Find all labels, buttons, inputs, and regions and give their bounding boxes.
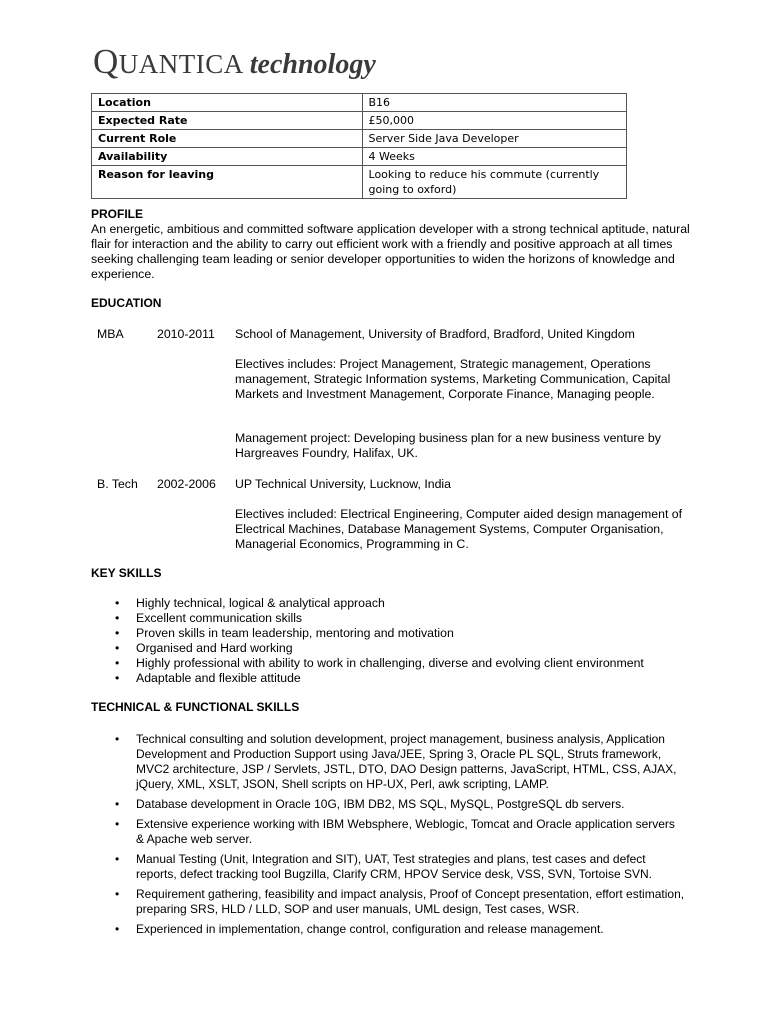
- degree-institution: UP Technical University, Lucknow, India: [235, 477, 451, 491]
- info-key: Expected Rate: [92, 112, 363, 130]
- info-key: Current Role: [92, 130, 363, 148]
- technical-skills-heading: TECHNICAL & FUNCTIONAL SKILLS: [91, 700, 300, 714]
- list-item: • Highly technical, logical & analytical approach: [115, 596, 385, 610]
- info-key: Reason for leaving: [92, 166, 363, 199]
- list-item: • Requirement gathering, feasibility and impact analysis, Proof of Concept presentation, effort estimation, preparing SRS, HLD / LLD, SOP and user manuals, UML design, Test cases, WSR.: [115, 887, 685, 916]
- degree-label: B. Tech: [97, 477, 138, 491]
- degree-years: 2010-2011: [157, 327, 215, 341]
- key-skills-heading: KEY SKILLS: [91, 566, 162, 580]
- technical-skills-list: [115, 732, 685, 942]
- info-key: Availability: [92, 148, 363, 166]
- list-item: • Adaptable and flexible attitude: [115, 671, 301, 685]
- education-heading: EDUCATION: [91, 296, 162, 310]
- degree-years: 2002-2006: [157, 477, 216, 491]
- list-item: • Extensive experience working with IBM Websphere, Weblogic, Tomcat and Oracle application servers & Apache web server.: [115, 817, 675, 846]
- logo-tech: technology: [249, 49, 376, 80]
- bullet-icon: •: [115, 922, 120, 936]
- list-item: • Excellent communication skills: [115, 611, 303, 625]
- list-item: • Manual Testing (Unit, Integration and SIT), UAT, Test strategies and plans, test cases and defect reports, defect tracking tool Bugzilla, Clarify CRM, HPOV Service desk, VSS, SVN, Tortoise SVN.: [115, 852, 652, 881]
- list-item: • Experienced in implementation, change control, configuration and release management.: [115, 922, 604, 936]
- info-value: Looking to reduce his commute (currently going to oxford): [362, 166, 626, 199]
- bullet-icon: •: [115, 611, 120, 625]
- bullet-icon: •: [115, 887, 120, 901]
- info-key: Location: [92, 94, 363, 112]
- table-row: [92, 130, 627, 148]
- list-item: • Proven skills in team leadership, mentoring and motivation: [115, 626, 454, 640]
- list-item: • Organised and Hard working: [115, 641, 293, 655]
- logo-brand: QUANTICA: [93, 42, 244, 81]
- info-value: Server Side Java Developer: [362, 130, 626, 148]
- table-row: [92, 148, 627, 166]
- bullet-icon: •: [115, 817, 120, 831]
- bullet-icon: •: [115, 671, 120, 685]
- table-row: [92, 112, 627, 130]
- degree-electives: Electives includes: Project Management, Strategic management, Operations management, Strategic Information systems, Marketing Communication, Capital Markets and Investment Management, Corporate Finance, Managing people.: [235, 357, 671, 401]
- info-value: 4 Weeks: [362, 148, 626, 166]
- profile-heading: PROFILE: [91, 207, 144, 221]
- degree-project: Management project: Developing business plan for a new business venture by Hargreaves Foundry, Halifax, UK.: [235, 431, 661, 460]
- bullet-icon: •: [115, 626, 120, 640]
- bullet-icon: •: [115, 732, 120, 746]
- list-item: • Database development in Oracle 10G, IBM DB2, MS SQL, MySQL, PostgreSQL db servers.: [115, 797, 625, 811]
- bullet-icon: •: [115, 596, 120, 610]
- table-row: [92, 94, 627, 112]
- candidate-info-table: [91, 93, 627, 199]
- bullet-icon: •: [115, 797, 120, 811]
- degree-electives: Electives included: Electrical Engineering, Computer aided design management of Electrical Machines, Database Management Systems, Computer Organisation, Managerial Economics, Programming in C.: [235, 507, 683, 551]
- degree-label: MBA: [97, 327, 124, 341]
- profile-text: An energetic, ambitious and committed software application developer with a strong technical aptitude, natural flair for interaction and the ability to carry out efficient work with a friendly and positive approach at all times seeking challenging team leading or senior developer opportunities to widen the horizons of knowledge and experience.: [91, 222, 690, 281]
- bullet-icon: •: [115, 641, 120, 655]
- list-item: • Highly professional with ability to work in challenging, diverse and evolving client environment: [115, 656, 644, 670]
- info-value: £50,000: [362, 112, 626, 130]
- degree-institution: School of Management, University of Bradford, Bradford, United Kingdom: [235, 327, 635, 341]
- table-row: [92, 166, 627, 199]
- bullet-icon: •: [115, 656, 120, 670]
- list-item: • Technical consulting and solution development, project management, business analysis, Application Development and Production Support using Java/JEE, Spring 3, Oracle PL SQL, Struts framework, MVC2 architecture, JSP / Servlets, JSTL, DTO, DAO Design patterns, JavaScript, HTML, CSS, AJAX, jQuery, XML, XSLT, JSON, Shell scripts on HP-UX, Perl, awk scripting, LAMP.: [115, 732, 677, 791]
- key-skills-list: [115, 596, 644, 686]
- info-value: B16: [362, 94, 626, 112]
- bullet-icon: •: [115, 852, 120, 866]
- company-logo: [93, 44, 376, 79]
